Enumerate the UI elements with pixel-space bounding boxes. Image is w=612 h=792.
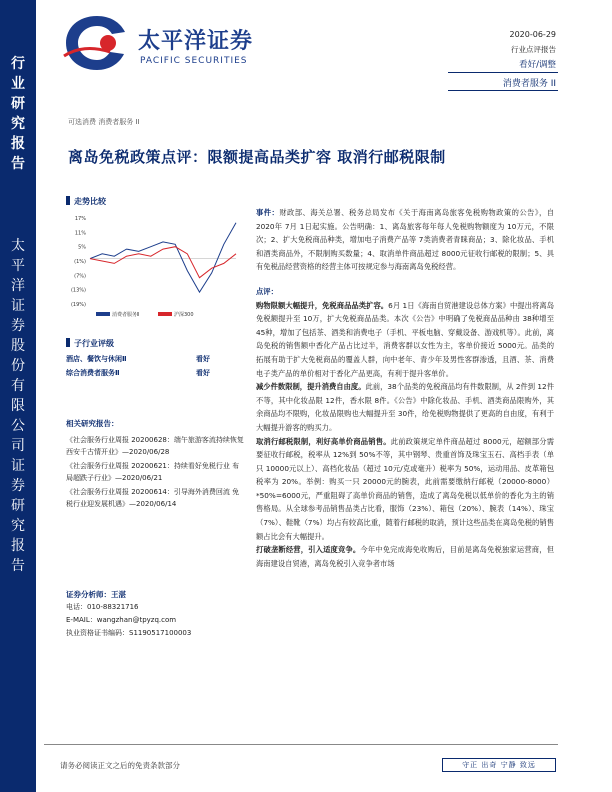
header-divider (448, 72, 558, 73)
series-line-index (90, 247, 236, 278)
comment-label: 点评： (256, 286, 278, 296)
y-tick-label: (1%) (74, 259, 86, 265)
legend-item-index: 沪深300 (158, 311, 194, 318)
body-paragraph: 打破垄断经营，引入适度竞争。今年中免完成海免收购后，目前是离岛免税独家运营商，但海南建设自贸港，离岛免税引入竞争者市场 (256, 545, 555, 568)
rating-row-value: 看好 (196, 355, 210, 363)
header-divider-lower (448, 90, 558, 91)
breadcrumb: 可选消费 消费者服务 II (68, 118, 140, 126)
analyst-cert: 执业资格证书编码：S1190517100003 (66, 629, 192, 637)
page-title: 离岛免税政策点评：限额提高品类扩容 取消行邮税限制 (68, 148, 446, 166)
related-report-item[interactable]: 《社会服务行业周报 20200614：引导海外消费回流 免税行业迎发展机遇》—2020/06/14 (66, 487, 240, 508)
related-reports (66, 418, 244, 512)
analyst-heading: 证券分析师：王湛 (66, 590, 126, 599)
related-report-item[interactable]: 《社会服务行业周报 20200628：端午旅游客流持续恢复 西安千古情开业》—2020/06/28 (66, 435, 244, 456)
rating-row-name: 酒店、餐饮与休闲Ⅱ (66, 355, 127, 363)
y-tick-label: (13%) (70, 287, 86, 294)
industry-rating: 看好/调整 (519, 60, 556, 70)
y-tick-label: 11% (74, 230, 86, 237)
footer-divider (44, 744, 558, 745)
body-paragraph: 减少件数限制，提升消费自由度。此前，38个品类的免税商品均有件数限制，从 2件到 12件不等，其中化妆品限 12件，香水限 8件。《公告》中除化妆品、手机、酒类商品限购外，其余商品均不限购，化妆品限购也大幅提升至 30件，给免税购物提供了更高的自由度，有利于大幅提升游客的购买力。 (256, 382, 554, 432)
ratings-heading: 子行业评级 (66, 338, 246, 349)
sidebar-report-type: 行 业 研 究 报 告 (11, 56, 25, 172)
company-motto: 守正 出奇 宁静 致远 (442, 758, 556, 772)
legend-swatch-industry (96, 312, 110, 316)
y-tick-label: 5% (78, 244, 86, 251)
report-type: 行业点评报告 (511, 45, 556, 54)
main-body (256, 206, 554, 570)
event-label: 事件： (256, 208, 280, 217)
logo-name-cn: 太平洋证券 (138, 29, 254, 54)
logo-emblem-icon (62, 12, 132, 74)
industry-name: 消费者服务 II (502, 79, 556, 89)
section-marker (66, 338, 70, 347)
rating-row (66, 368, 246, 378)
sub-industry-ratings (66, 338, 246, 382)
rating-row-name: 综合消费者服务Ⅱ (66, 369, 120, 377)
analyst-email[interactable]: E-MAIL：wangzhan@tpyzq.com (66, 616, 177, 624)
logo-name-en: PACIFIC SECURITIES (140, 56, 248, 66)
company-logo (62, 10, 262, 80)
rating-row-value: 看好 (196, 369, 210, 377)
related-heading: 相关研究报告： (66, 419, 119, 428)
series-line-industry (90, 223, 236, 292)
legend-item-industry: 消费者服务Ⅱ (96, 311, 139, 318)
trend-heading: 走势比较 (66, 196, 106, 207)
report-date: 2020-06-29 (509, 30, 556, 39)
analyst-info (66, 588, 244, 640)
analyst-phone: 电话：010-88321716 (66, 603, 139, 611)
related-report-item[interactable]: 《社会服务行业周报 20200621：持续看好免税行业 布局超跌子行业》—2020/06/21 (66, 461, 240, 482)
legend-swatch-index (158, 312, 172, 316)
section-marker (66, 196, 70, 205)
y-tick-label: 17% (74, 216, 86, 222)
sidebar-company-name: 太 平 洋 证 券 股 份 有 限 公 司 证 券 研 究 报 告 (11, 238, 25, 574)
y-tick-label: (19%) (70, 302, 86, 308)
left-sidebar (0, 0, 36, 792)
rating-row (66, 354, 246, 364)
disclaimer-note: 请务必阅读正文之后的免责条款部分 (60, 761, 180, 770)
event-paragraph: 事件：财政部、海关总署、税务总局发布《关于海南离岛旅客免税购物政策的公告》，自 2020年 7月 1日起实施。公告明确：1、离岛旅客每年每人免税购物额度为 10万元，不限次；2、扩大免税商品种类，增加电子消费产品等 7类消费者青睐商品；3、除化妆品、手机和酒类商品外，不限制购买数量；4、取消单件商品超过 8000元征收行邮税的限制；5、具有免税品经营资格的经营主体可按规定参与海南离岛免税经营。 (256, 208, 555, 272)
body-paragraph: 取消行邮税限制，利好高单价商品销售。此前政策规定单件商品超过 8000元，超额部分需要征收行邮税，税率从 12%到 50%不等，其中钢琴、贵重首饰及珠宝玉石、高档手表（单只 10000元以上）、高档化妆品（超过 10元/克或毫升）税率为 50%，运动用品、皮革箱包税率为 20%。举例：购买一只 20000元的腕表，此前需要缴纳行邮税（20000-8000）*50%=6000元，严重阻碍了高单价商品的销售，造成了离岛免税以低单价的香化为主的销售格局。从全球参考品销售品类占比看，服饰（23%）、箱包（20%）、腕表（14%）、珠宝（7%）、鞋靴（7%）均占有较高比重，随着行邮税的取消，预计这些品类在离岛免税的销售额占比会有大幅提升。 (256, 436, 554, 541)
body-paragraph: 购物限额大幅提升，免税商品品类扩容。6月 1日《海南自贸港建设总体方案》中提出将离岛免税额提升至 10万，扩大免税商品品类。本次《公告》中明确了免税商品品种由 38种增至 45种，增加了包括茶、酒类和消费电子（手机、平板电脑、穿戴设备、游戏机等）。此前，离岛免税的销售额中香化产品占比过半，消费客群以女性为主，客单价接近 5000元。品类的拓展有助于扩大免税商品的覆盖人群，向中老年、青少年及男性客群渗透，且酒、茶、消费电子类产品的单价相对于香化产品更高，有利于提升客单价。 (256, 300, 554, 378)
y-tick-label: (7%) (74, 273, 86, 280)
trend-chart (64, 212, 244, 324)
